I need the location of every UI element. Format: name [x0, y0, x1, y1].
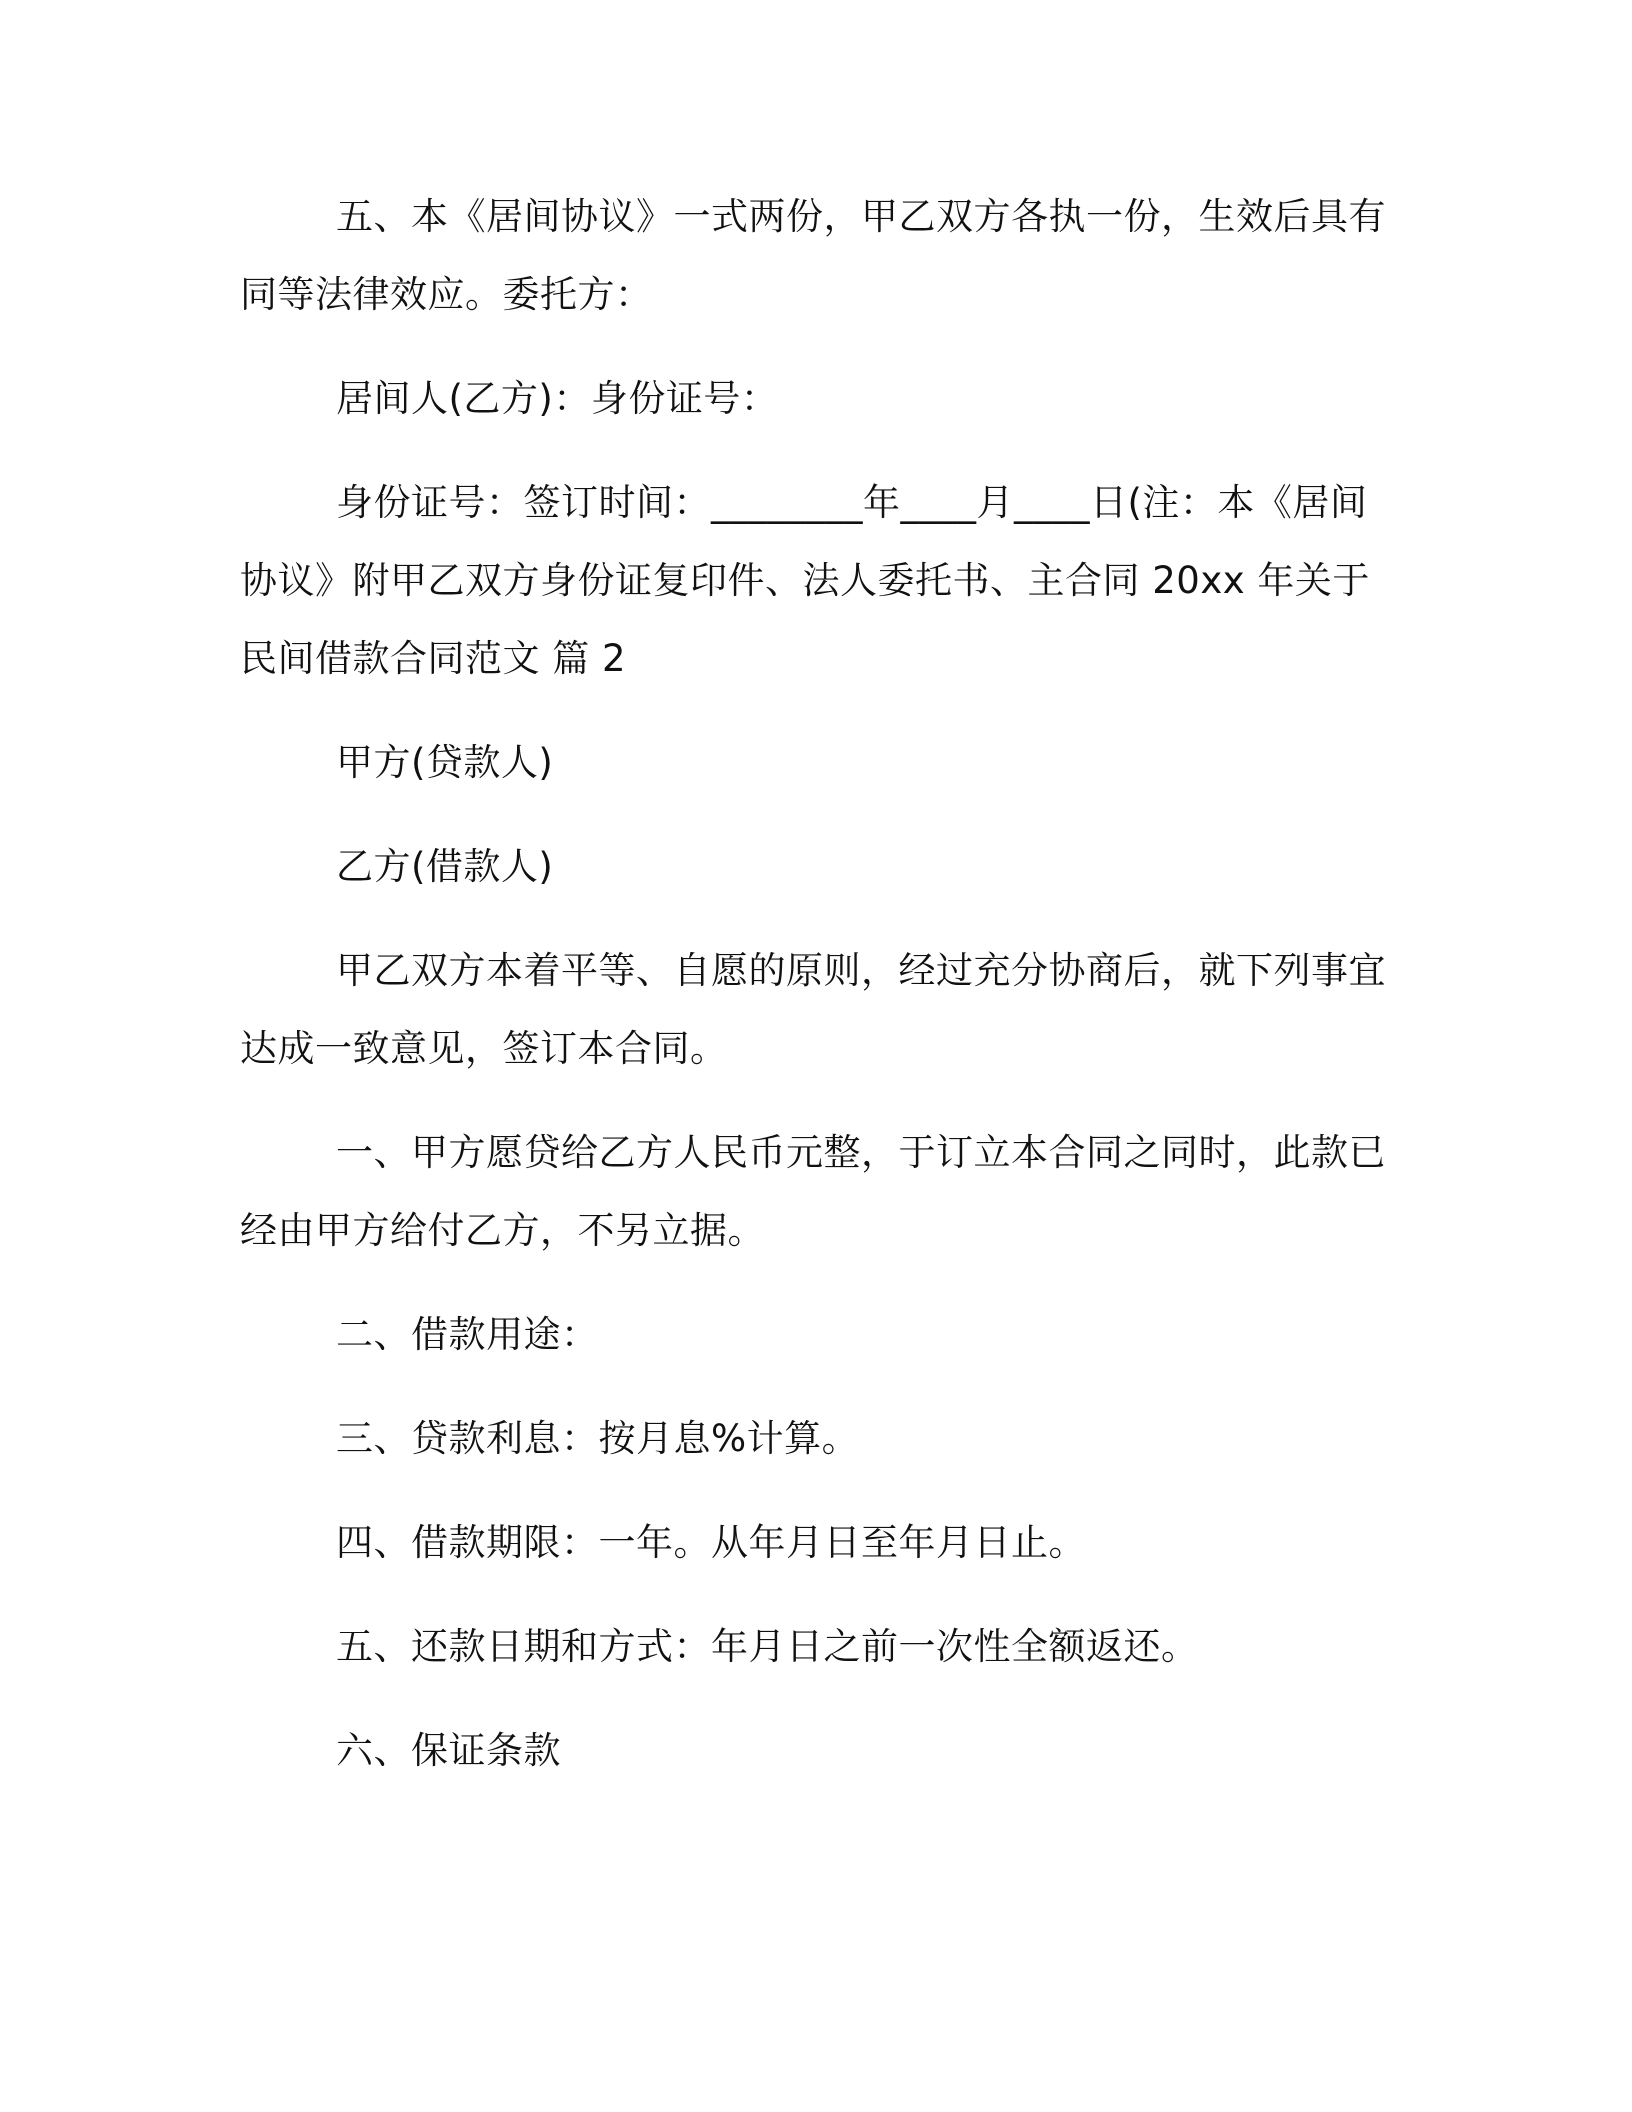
paragraph-clause-5-repayment: 五、还款日期和方式：年月日之前一次性全额返还。 [336, 1625, 1199, 1668]
document-page [240, 178, 1390, 1816]
paragraph-intermediary-id: 居间人(乙方)：身份证号： [336, 377, 779, 420]
paragraph-signing-date-note: 身份证号：签订时间：________年____月____日(注：本《居间协议》附甲乙双方身份证复印件、法人委托书、主合同 20xx 年关于民间借款合同范文 篇 2 [240, 481, 1370, 680]
paragraph-clause-3-interest: 三、贷款利息：按月息%计算。 [336, 1417, 860, 1460]
paragraph-clause-4-term: 四、借款期限：一年。从年月日至年月日止。 [336, 1521, 1086, 1564]
paragraph-clause-2-purpose: 二、借款用途： [336, 1313, 599, 1356]
paragraph-clause-6-guarantee: 六、保证条款 [336, 1729, 561, 1772]
paragraph-clause-5-copies: 五、本《居间协议》一式两份，甲乙双方各执一份，生效后具有同等法律效应。委托方： [240, 195, 1386, 316]
paragraph-clause-1-amount: 一、甲方愿贷给乙方人民币元整，于订立本合同之同时，此款已经由甲方给付乙方，不另立据。 [240, 1131, 1386, 1252]
paragraph-party-a: 甲方(贷款人) [336, 741, 554, 784]
paragraph-party-b: 乙方(借款人) [336, 845, 554, 888]
paragraph-agreement-intro: 甲乙双方本着平等、自愿的原则，经过充分协商后，就下列事宜达成一致意见，签订本合同。 [240, 949, 1386, 1070]
